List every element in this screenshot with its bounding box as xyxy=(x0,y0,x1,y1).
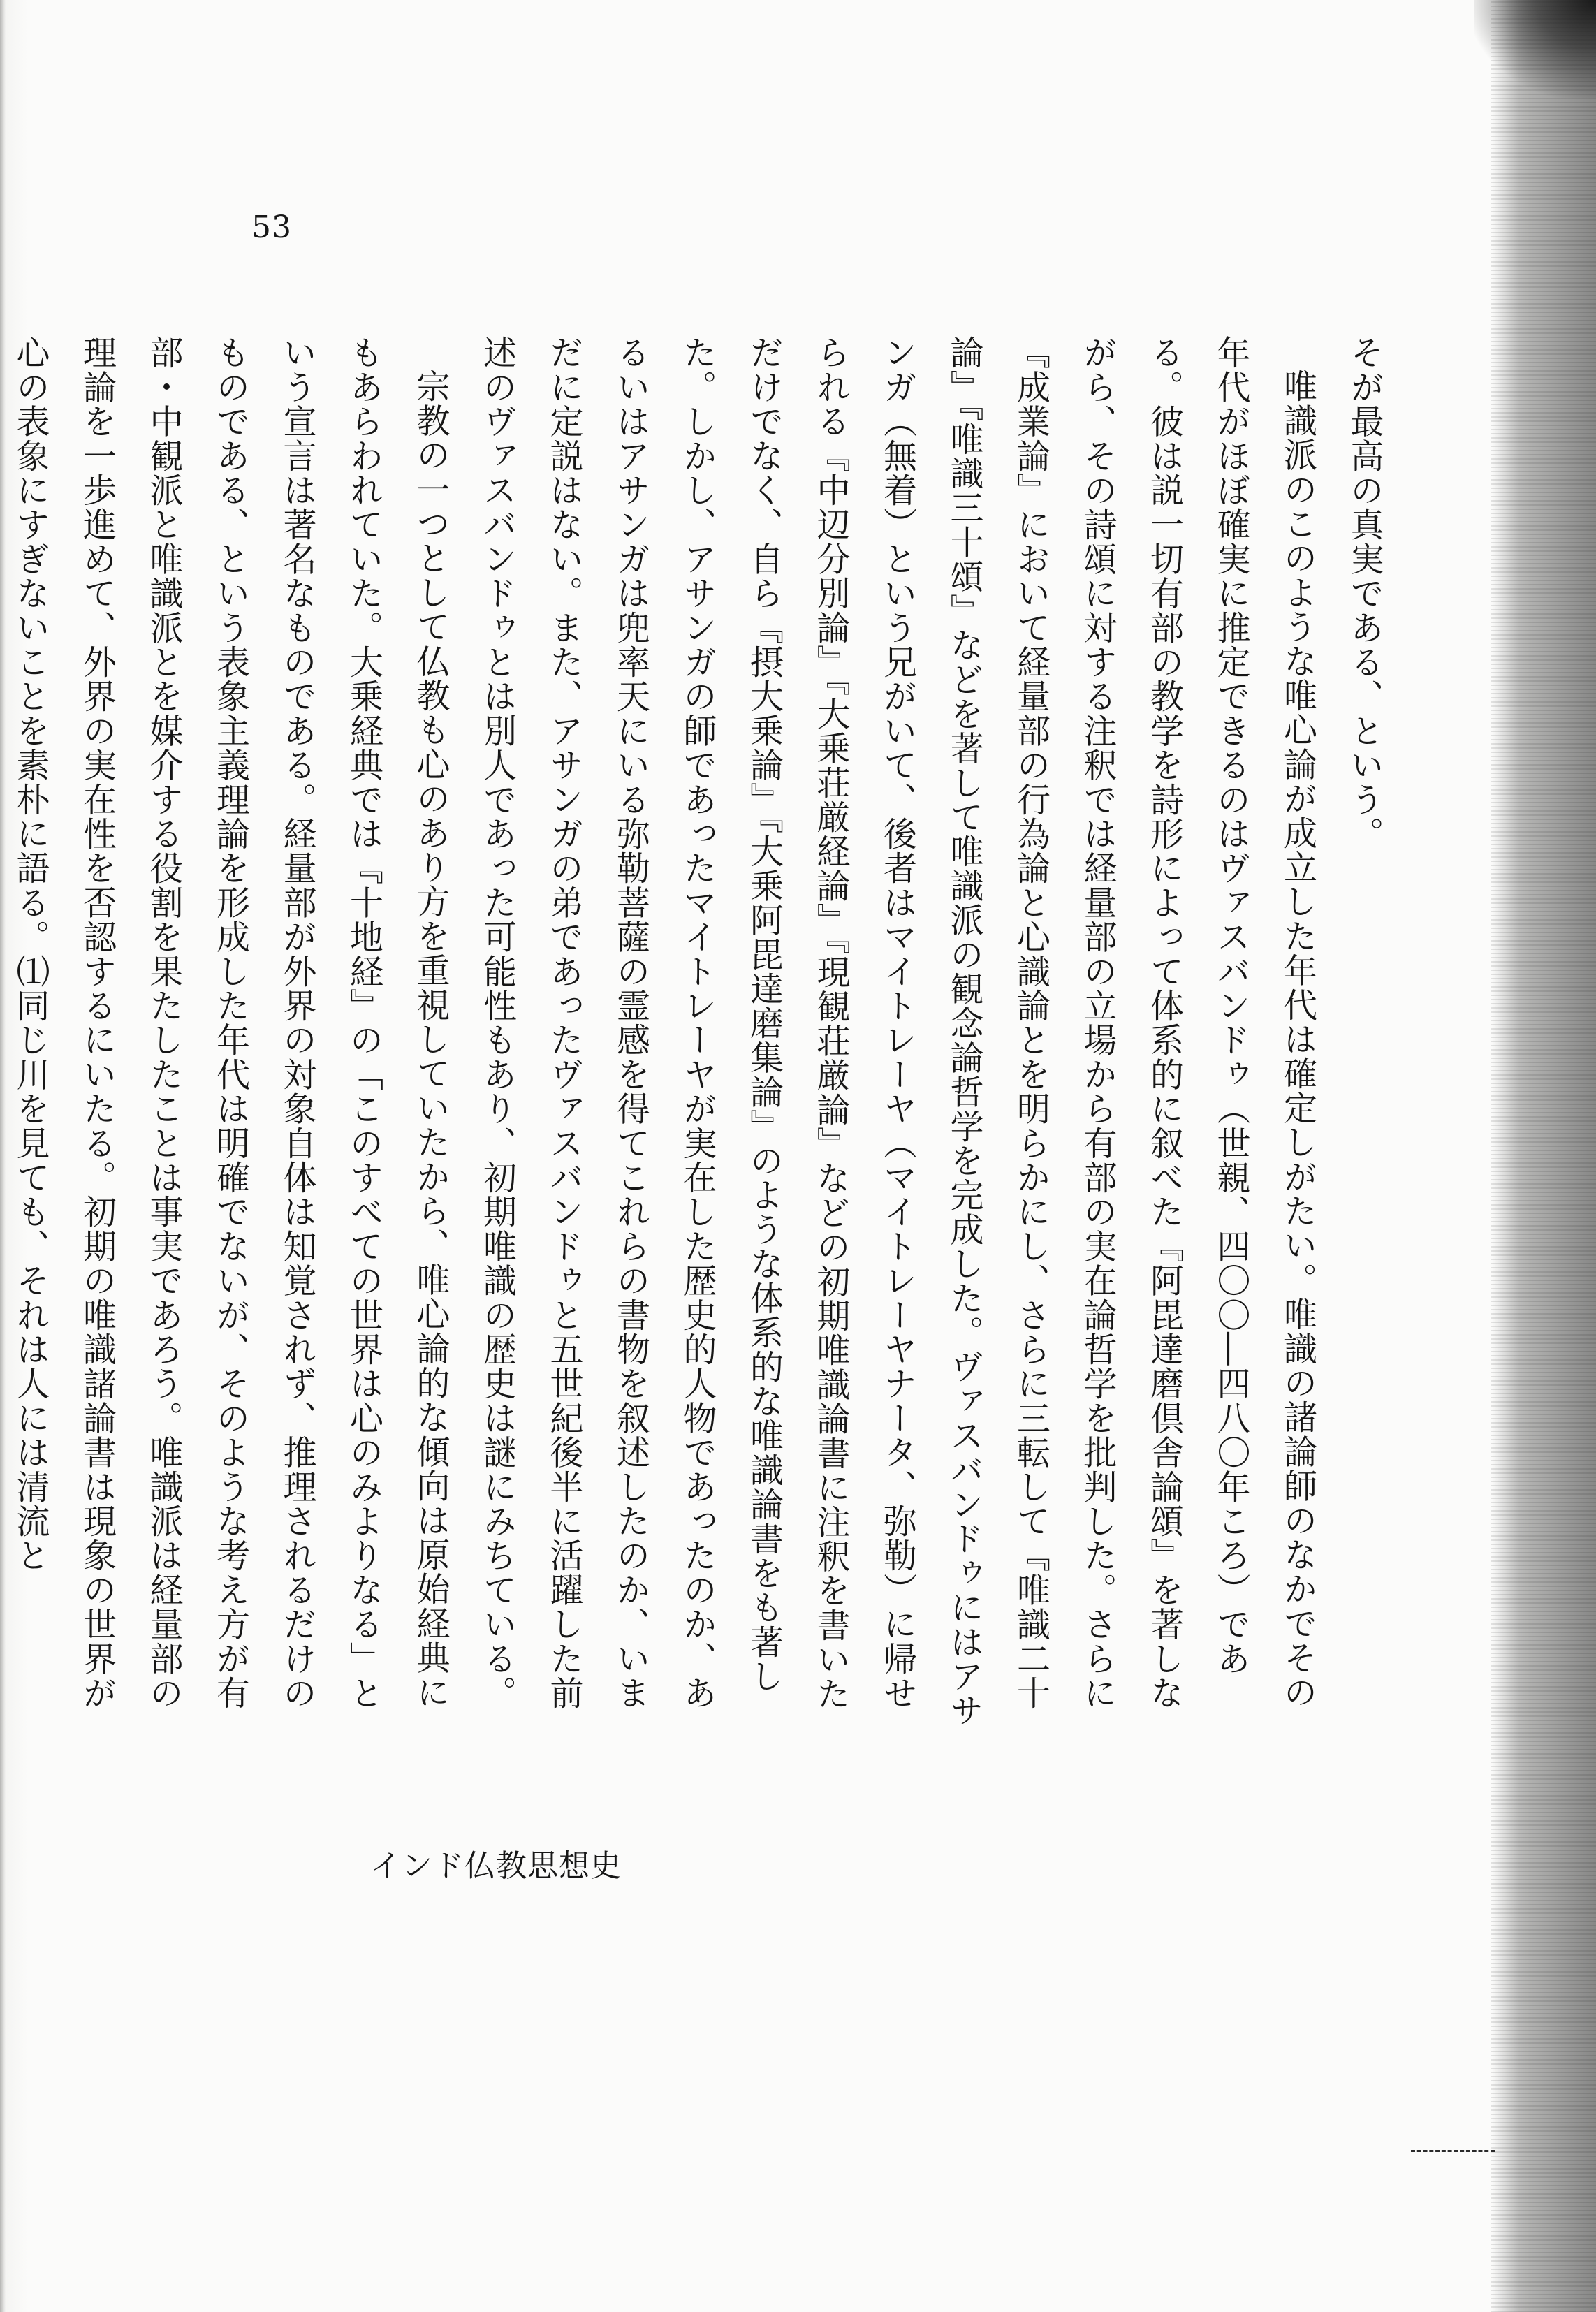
paragraph-2: 唯識派のこのような唯心論が成立した年代は確定しがたい。唯識の諸論師のなかでその年代がほぼ確実に推定できるのはヴァスバンドゥ（世親、四〇〇―四八〇年ころ）である。彼は説一切有部の教学を詩形によって体系的に叙べた『阿毘達磨倶舎論頌』を著しながら、その詩頌に対する注釈では経量部の立場から有部の実在論哲学を批判した。さらに『成業論』において経量部の行為論と心識論とを明らかにし、さらに三転して『唯識二十論』『唯識三十頌』などを著して唯識派の観念論哲学を完成した。ヴァスバンドゥにはアサンガ（無着）という兄がいて、後者はマイトレーヤ（マイトレーヤナータ、弥勒）に帰せられる『中辺分別論』『大乗荘厳経論』『現観荘厳論』などの初期唯識論書に注釈を書いただけでなく、自ら『摂大乗論』『大乗阿毘達磨集論』のような体系的な唯識論書をも著した。しかし、アサンガの師であったマイトレーヤが実在した歴史的人物であったのか、あるいはアサンガは兜率天にいる弥勒菩薩の霊感を得てこれらの書物を叙述したのか、いまだに定説はない。また、アサンガの弟であったヴァスバンドゥと五世紀後半に活躍した前述のヴァスバンドゥとは別人であった可能性もあり、初期唯識の歴史は謎にみちている。 xyxy=(477,335,1317,1728)
paragraph-1: そが最高の真実である、という。 xyxy=(1345,335,1384,851)
scan-shadow-corner xyxy=(1474,0,1596,98)
scan-mark xyxy=(1411,2150,1495,2152)
paragraph-3: 宗教の一つとして仏教も心のあり方を重視していたから、唯心論的な傾向は原始経典にもあらわれていた。大乗経典では『十地経』の「このすべての世界は心のみよりなる」という宣言は著名なものである。経量部が外界の対象自体は知覚されず、推理されるだけのものである、という表象主義理論を形成した年代は明確でないが、そのような考え方が有部・中観派と唯識派とを媒介する役割を果たしたことは事実であろう。唯識派は経量部の理論を一歩進めて、外界の実在性を否認するにいたる。初期の唯識諸論書は現象の世界が心の表象にすぎないことを素朴に語る。⑴同じ川を見ても、それは人には清流と xyxy=(10,335,450,1710)
page-number: 53 xyxy=(251,210,292,245)
running-footer-book-title: インド仏教思想史 xyxy=(370,1848,622,1884)
body-text xyxy=(10,335,1397,1732)
scan-edge-right xyxy=(1491,0,1596,2312)
